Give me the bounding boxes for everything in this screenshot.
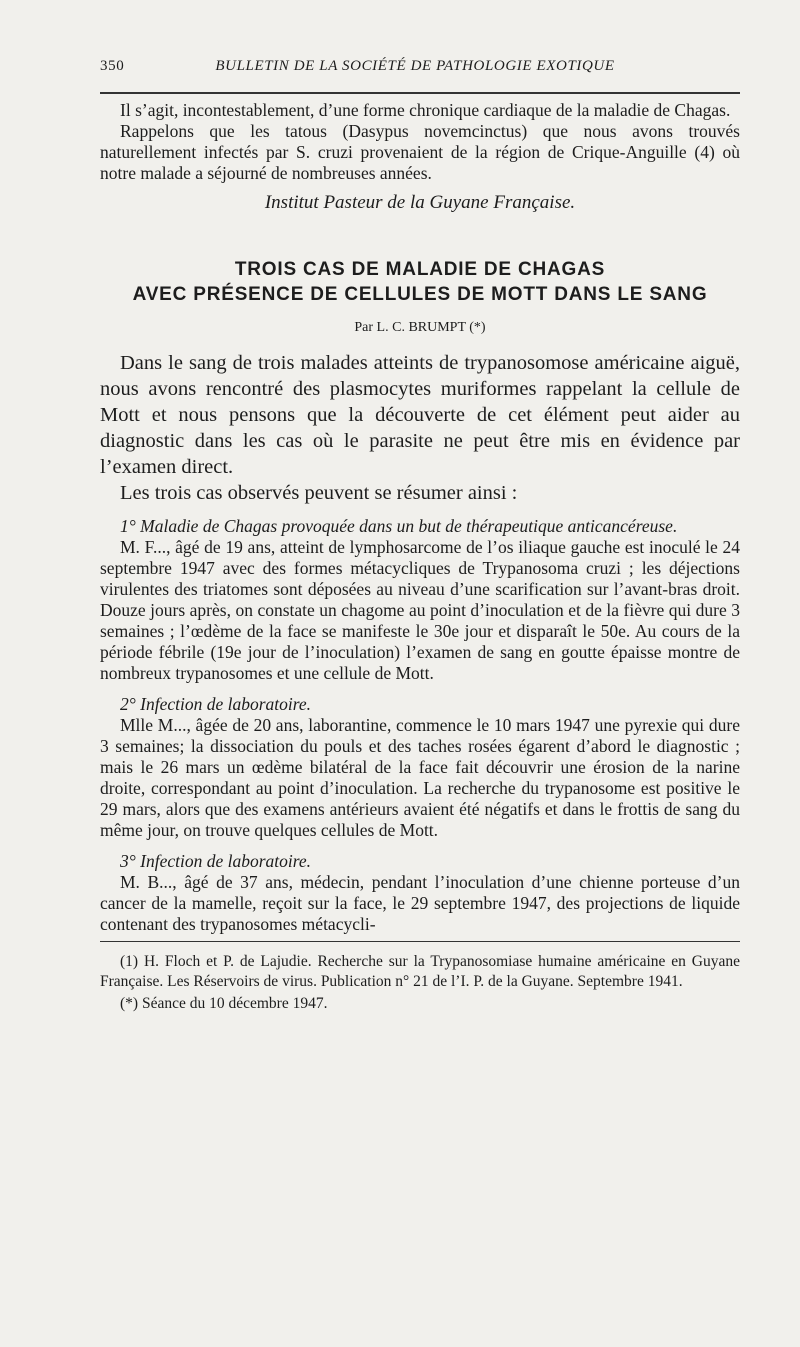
- prev-paragraph-2: Rappelons que les tatous (Dasypus novemcinctus) que nous avons trouvés naturellement infectés par S. cruzi provenaient de la région de Crique-Anguille (4) où notre malade a séjourné de nombreuses années.: [100, 121, 740, 183]
- intro-paragraph-2: Les trois cas observés peuvent se résumer ainsi :: [120, 482, 518, 504]
- article-title-line-1: TROIS CAS DE MALADIE DE CHAGAS: [234, 259, 606, 280]
- page-body: [100, 100, 740, 1014]
- byline: Par L. C. BRUMPT (*): [354, 320, 486, 335]
- journal-title: BULLETIN DE LA SOCIÉTÉ DE PATHOLOGIE EXOTIQUE: [215, 58, 615, 74]
- intro-paragraph: Dans le sang de trois malades atteints de trypanosomose américaine aiguë, nous avons rencontré des plasmocytes muriformes rappelant la cellule de Mott et nous pensons que la découverte de cet élément peut aider au diagnostic dans les cas où le parasite ne peut être mis en évidence par l’examen direct.: [100, 352, 740, 478]
- running-head: [100, 58, 740, 75]
- case-2-heading: 2° Infection de laboratoire.: [120, 694, 312, 714]
- footnote-star: (*) Séance du 10 décembre 1947.: [120, 995, 328, 1012]
- page-number: 350: [100, 58, 125, 74]
- institution-signature: Institut Pasteur de la Guyane Française.: [264, 192, 576, 213]
- footnote-separator: [100, 941, 740, 942]
- case-3-heading: 3° Infection de laboratoire.: [120, 851, 312, 871]
- header-rule: [100, 92, 740, 94]
- case-1-heading: 1° Maladie de Chagas provoquée dans un but de thérapeutique anticancéreuse.: [120, 516, 678, 536]
- case-3-text: M. B..., âgé de 37 ans, médecin, pendant l’inoculation d’une chienne porteuse d’un cancer de la mamelle, reçoit sur la face, le 29 septembre 1947, des projections de liquide contenant des trypanosomes métacycli-: [100, 872, 740, 934]
- prev-paragraph-1: Il s’agit, incontestablement, d’une forme chronique cardiaque de la maladie de Chagas.: [120, 100, 731, 120]
- article-title-line-2: AVEC PRÉSENCE DE CELLULES DE MOTT DANS LE SANG: [132, 284, 708, 305]
- case-2-text: Mlle M..., âgée de 20 ans, laborantine, commence le 10 mars 1947 une pyrexie qui dure 3 semaines; la dissociation du pouls et des taches rosées égarent d’abord le diagnostic ; mais le 26 mars un œdème bilatéral de la face fait découvrir une érosion de la narine droite, correspondant au point d’inoculation. La recherche du trypanosome est positive le 29 mars, alors que des examens antérieurs avaient été négatifs et dans le frottis de sang du même jour, on trouve quelques cellules de Mott.: [100, 715, 740, 840]
- case-1-text: M. F..., âgé de 19 ans, atteint de lymphosarcome de l’os iliaque gauche est inoculé le 24 septembre 1947 avec des formes métacycliques de Trypanosoma cruzi ; les déjections virulentes des triatomes sont déposées au niveau d’une scarification sur l’avant-bras droit. Douze jours après, on constate un chagome au point d’inoculation et de la fièvre qui dure 3 semaines ; l’œdème de la face se manifeste le 30e jour et disparaît le 50e. Au cours de la période fébrile (19e jour de l’inoculation) l’examen de sang en goutte épaisse montre de nombreux trypanosomes et une cellule de Mott.: [100, 537, 740, 683]
- footnote-1: (1) H. Floch et P. de Lajudie. Recherche sur la Trypanosomiase humaine américaine en Guyane Française. Les Réservoirs de virus. Publication n° 21 de l’I. P. de la Guyane. Septembre 1941.: [100, 953, 740, 990]
